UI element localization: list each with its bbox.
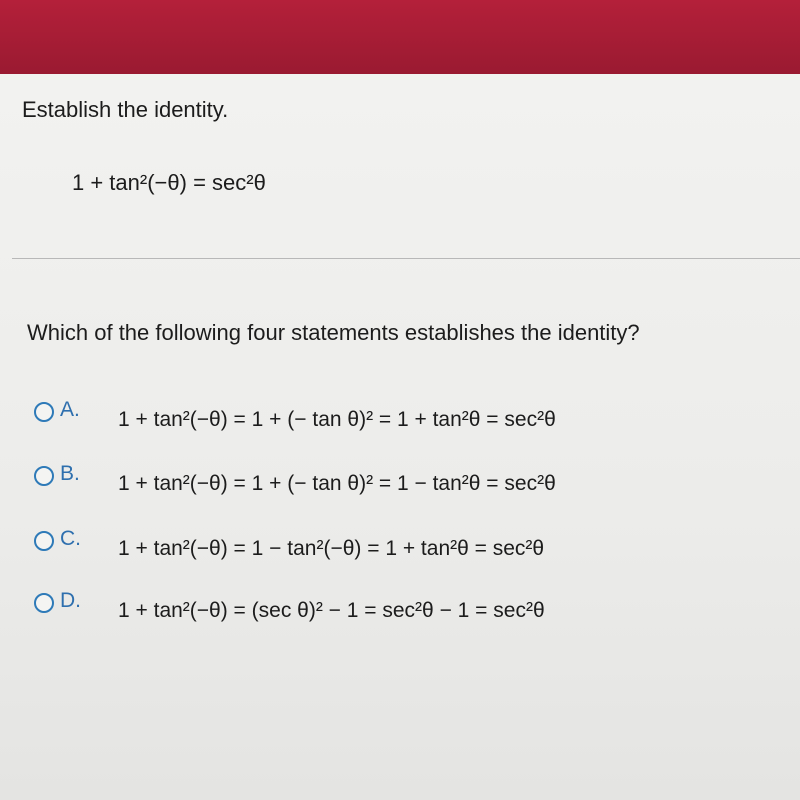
option-d-expression: 1 + tan²(−θ) = (sec θ)² − 1 = sec²θ − 1 = sec²θ [118, 599, 545, 622]
radio-button-a[interactable] [34, 402, 54, 422]
option-a-letter: A. [60, 398, 80, 421]
option-b[interactable] [34, 462, 774, 506]
radio-button-b[interactable] [34, 466, 54, 486]
option-c[interactable] [34, 527, 774, 571]
top-banner [0, 0, 800, 74]
option-b-letter: B. [60, 462, 80, 485]
option-a-expression: 1 + tan²(−θ) = 1 + (− tan θ)² = 1 + tan²θ = sec²θ [118, 408, 556, 431]
option-d[interactable] [34, 589, 774, 633]
option-a[interactable] [34, 398, 774, 442]
option-b-expression: 1 + tan²(−θ) = 1 + (− tan θ)² = 1 − tan²θ = sec²θ [118, 472, 556, 495]
section-divider [12, 258, 800, 259]
option-d-letter: D. [60, 589, 81, 612]
option-c-letter: C. [60, 527, 81, 550]
identity-expression: 1 + tan²(−θ) = sec²θ [72, 170, 266, 195]
radio-button-d[interactable] [34, 593, 54, 613]
radio-button-c[interactable] [34, 531, 54, 551]
instruction-text: Establish the identity. [22, 97, 229, 122]
question-text: Which of the following four statements establishes the identity? [27, 320, 640, 345]
option-c-expression: 1 + tan²(−θ) = 1 − tan²(−θ) = 1 + tan²θ = sec²θ [118, 537, 545, 560]
